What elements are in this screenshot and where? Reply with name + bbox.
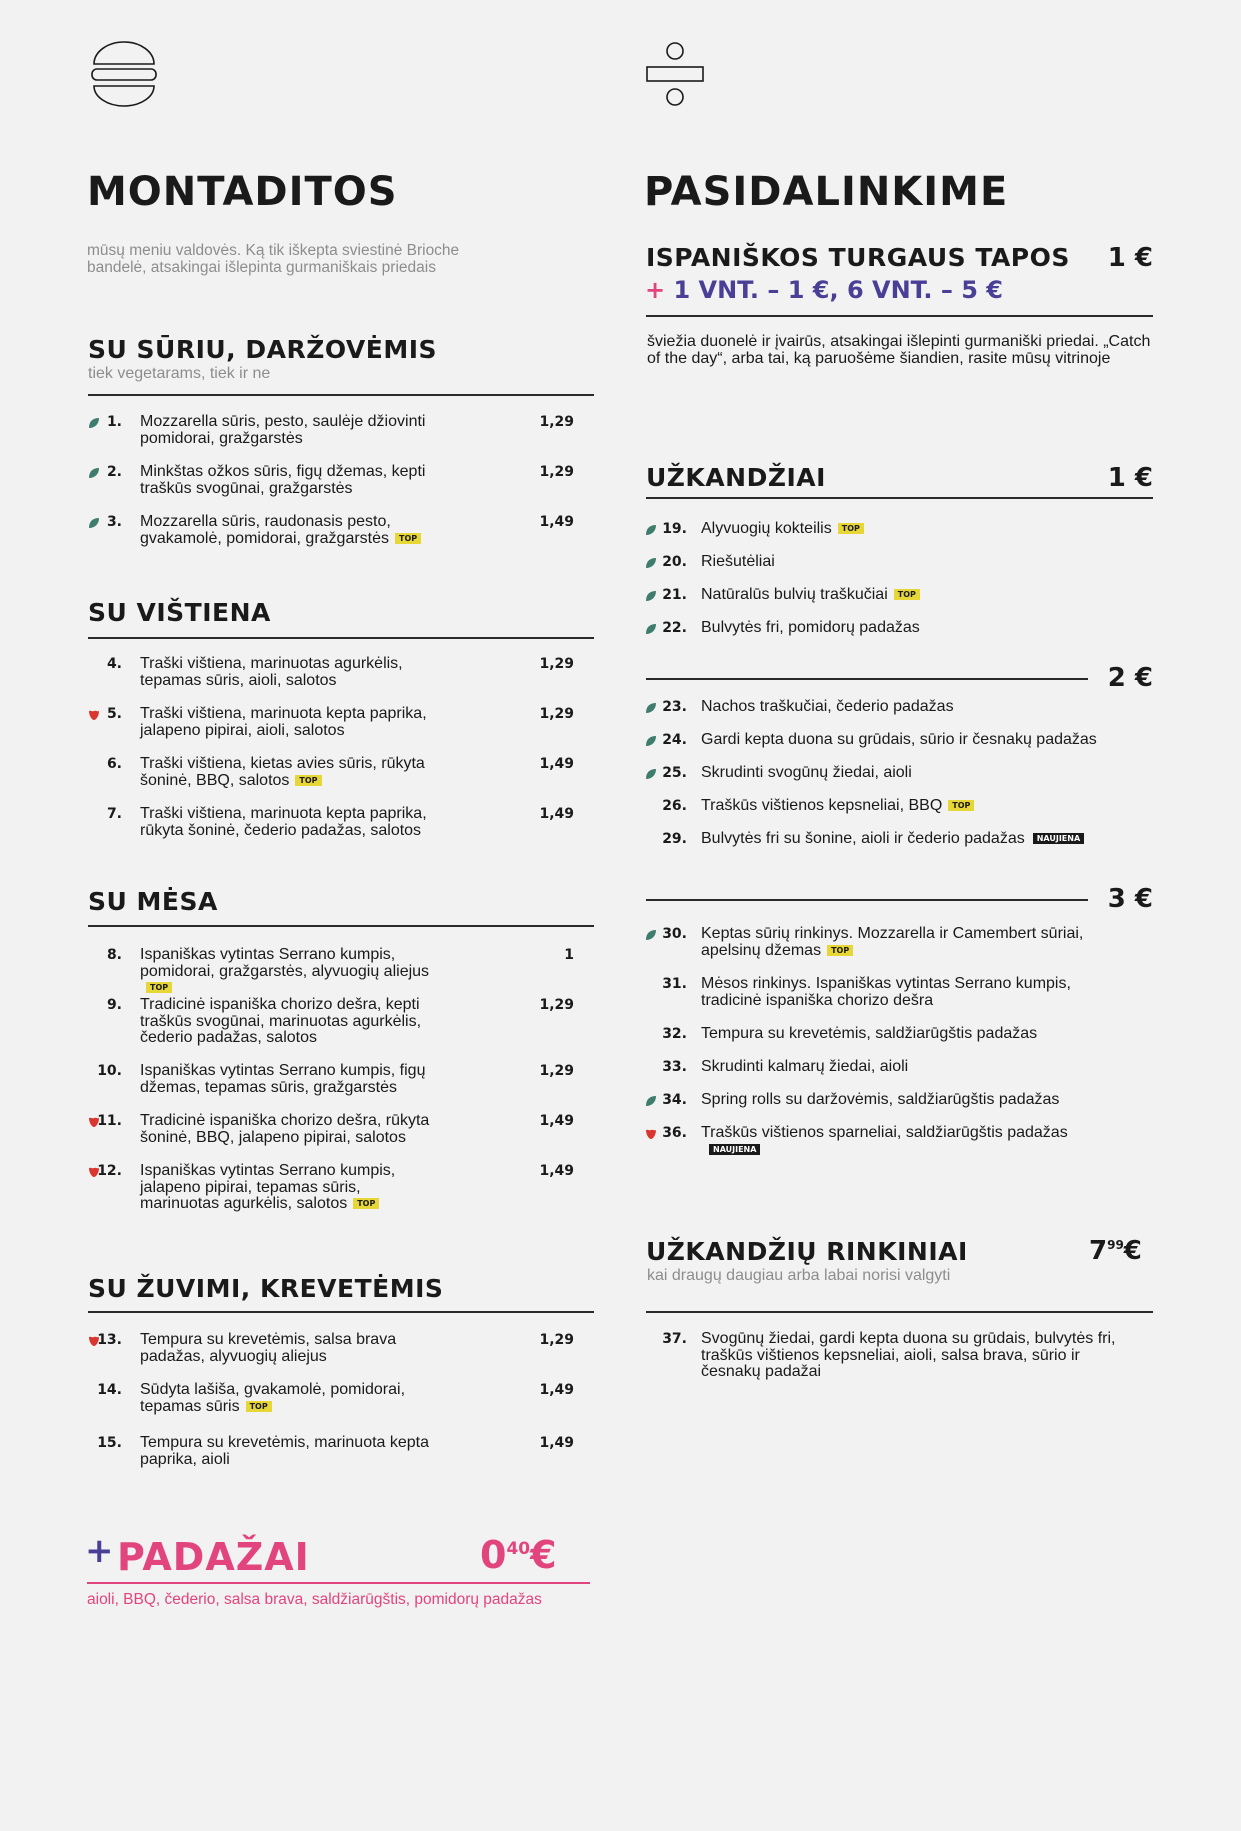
- item-price: 1,29: [539, 464, 574, 480]
- menu-item: [645, 831, 1155, 851]
- menu-item: [645, 554, 1155, 574]
- divide-icon: [645, 40, 705, 110]
- item-number: 23.: [662, 699, 687, 715]
- item-number: 12.: [97, 1163, 122, 1179]
- tapas-offer: [645, 278, 1003, 302]
- item-description: [701, 587, 1121, 604]
- sauces-title: PADAŽAI: [117, 1535, 310, 1579]
- item-text: Bulvytės fri su šonine, aioli ir čederio padažas: [701, 830, 1025, 847]
- item-text: Traškūs vištienos kepsneliai, BBQ: [701, 797, 943, 814]
- item-text: Mozzarella sūris, raudonasis pesto, gvakamolė, pomidorai, gražgarstės: [140, 513, 391, 547]
- item-description: [140, 1332, 430, 1365]
- item-text: Bulvytės fri, pomidorų padažas: [701, 619, 920, 636]
- sets-price: [1089, 1238, 1142, 1264]
- item-number: 6.: [106, 756, 122, 772]
- menu-item: [645, 732, 1155, 752]
- item-text: Traški vištiena, marinuota kepta paprika, jalapeno pipirai, aioli, salotos: [140, 705, 427, 739]
- item-number: 24.: [662, 732, 687, 748]
- item-text: Nachos traškučiai, čederio padažas: [701, 698, 954, 715]
- item-price: 1,49: [539, 806, 574, 822]
- snacks-price: 1 €: [1107, 463, 1153, 493]
- top-badge: TOP: [146, 982, 172, 993]
- tapas-description: šviežia duonelė ir įvairūs, atsakingai išlepinti gurmaniški priedai. „Catch of the day“, arba tai, ką paruošėme šiandien, rasite mūsų vitrinoje: [647, 333, 1151, 367]
- item-price: 1,29: [539, 414, 574, 430]
- item-number: 3.: [106, 514, 122, 530]
- item-text: Gardi kepta duona su grūdais, sūrio ir česnakų padažas: [701, 731, 1097, 748]
- menu-item: [645, 926, 1155, 960]
- item-description: [701, 926, 1121, 959]
- item-description: [701, 765, 1121, 782]
- item-number: 14.: [97, 1382, 122, 1398]
- item-text: Sūdyta lašiša, gvakamolė, pomidorai, tepamas sūris: [140, 1381, 406, 1415]
- tapas-title: ISPANIŠKOS TURGAUS TAPOS: [646, 243, 1070, 272]
- item-price: 1,49: [539, 1435, 574, 1451]
- item-number: 37.: [662, 1331, 687, 1347]
- item-price: 1,49: [539, 1113, 574, 1129]
- item-text: Traški vištiena, kietas avies sūris, rūkyta šoninė, BBQ, salotos: [140, 755, 425, 789]
- item-description: [140, 706, 430, 739]
- item-number: 34.: [662, 1092, 687, 1108]
- sauces-price-main: 0: [480, 1533, 507, 1577]
- group-rule: [646, 899, 1088, 901]
- item-description: [140, 656, 430, 689]
- item-description: [701, 620, 1121, 637]
- item-description: [701, 1026, 1121, 1043]
- item-description: [140, 997, 430, 1047]
- item-text: Tempura su krevetėmis, saldžiarūgštis padažas: [701, 1025, 1038, 1042]
- menu-item: [88, 946, 594, 993]
- menu-item: [645, 976, 1155, 1010]
- item-text: Ispaniškas vytintas Serrano kumpis, figų džemas, tepamas sūris, gražgarstės: [140, 1062, 426, 1096]
- item-number: 22.: [662, 620, 687, 636]
- menu-item: [645, 1331, 1155, 1382]
- item-price: 1,49: [539, 756, 574, 772]
- sets-price-sup: 99: [1107, 1238, 1124, 1252]
- item-number: 32.: [662, 1026, 687, 1042]
- item-text: Svogūnų žiedai, gardi kepta duona su grūdais, bulvytės fri, traškūs vištienos kepsneliai, aioli, salsa brava, sūrio ir česnakų padažai: [701, 1330, 1116, 1380]
- sets-currency: €: [1123, 1236, 1142, 1266]
- top-badge: TOP: [894, 589, 920, 600]
- menu-item: [645, 798, 1155, 818]
- item-price: 1,49: [539, 514, 574, 530]
- top-badge: TOP: [827, 945, 853, 956]
- item-description: [701, 1125, 1121, 1158]
- menu-item: [88, 756, 594, 790]
- menu-item: [88, 1332, 594, 1366]
- item-text: Minkštas ožkos sūris, figų džemas, kepti traškūs svogūnai, gražgarstės: [140, 463, 426, 497]
- item-text: Natūralūs bulvių traškučiai: [701, 586, 888, 603]
- item-description: [140, 1163, 430, 1213]
- menu-item: [645, 521, 1155, 541]
- item-description: [701, 1331, 1121, 1381]
- item-description: [140, 1113, 430, 1146]
- item-number: 33.: [662, 1059, 687, 1075]
- top-badge: TOP: [948, 800, 974, 811]
- menu-item: [645, 1026, 1155, 1046]
- menu-item: [645, 1059, 1155, 1079]
- snacks-title: UŽKANDŽIAI: [646, 463, 826, 492]
- item-price: 1,49: [539, 1382, 574, 1398]
- item-text: Skrudinti svogūnų žiedai, aioli: [701, 764, 912, 781]
- sets-price-main: 7: [1089, 1236, 1108, 1266]
- item-price: 1,29: [539, 656, 574, 672]
- item-description: [701, 831, 1121, 848]
- section-title: SU SŪRIU, DARŽOVĖMIS: [88, 335, 438, 364]
- group-price: 3 €: [1107, 884, 1153, 914]
- item-description: [140, 414, 430, 447]
- item-text: Traški vištiena, marinuotas agurkėlis, tepamas sūris, aioli, salotos: [140, 655, 403, 689]
- menu-item: [88, 464, 594, 498]
- sets-rule: [646, 1311, 1153, 1313]
- section-subtitle: tiek vegetarams, tiek ir ne: [88, 365, 271, 382]
- item-number: 13.: [97, 1332, 122, 1348]
- item-description: [701, 976, 1121, 1009]
- top-badge: TOP: [353, 1198, 379, 1209]
- sauces-plus: +: [85, 1531, 114, 1571]
- item-number: 4.: [106, 656, 122, 672]
- tapas-plus: +: [645, 276, 666, 304]
- item-text: Tradicinė ispaniška chorizo dešra, kepti traškūs svogūnai, marinuotas agurkėlis, čederio padažas, salotos: [140, 996, 422, 1046]
- item-description: [140, 806, 430, 839]
- tapas-offer-text: 1 VNT. – 1 €, 6 VNT. – 5 €: [673, 276, 1003, 304]
- group-rule: [646, 678, 1088, 680]
- menu-item: [88, 1063, 594, 1097]
- item-number: 1.: [106, 414, 122, 430]
- item-description: [140, 1063, 430, 1096]
- item-text: Tempura su krevetėmis, salsa brava padažas, alyvuogių aliejus: [140, 1331, 397, 1365]
- section-rule: [88, 394, 594, 396]
- sauces-rule: [87, 1582, 590, 1584]
- item-text: Skrudinti kalmarų žiedai, aioli: [701, 1058, 909, 1075]
- menu-item: [88, 1382, 594, 1416]
- item-number: 26.: [662, 798, 687, 814]
- item-price: 1,29: [539, 1063, 574, 1079]
- item-text: Alyvuogių kokteilis: [701, 520, 832, 537]
- menu-item: [645, 1092, 1155, 1112]
- item-text: Traški vištiena, marinuota kepta paprika, rūkyta šoninė, čederio padažas, salotos: [140, 805, 427, 839]
- item-price: 1,29: [539, 706, 574, 722]
- menu-item: [88, 414, 594, 448]
- item-number: 30.: [662, 926, 687, 942]
- item-description: [140, 464, 430, 497]
- sauces-price: [480, 1533, 557, 1577]
- sauces-currency: €: [530, 1533, 557, 1577]
- top-badge: TOP: [395, 533, 421, 544]
- menu-item: [88, 1435, 594, 1469]
- menu-item: [88, 706, 594, 740]
- menu-item: [645, 587, 1155, 607]
- item-number: 25.: [662, 765, 687, 781]
- item-number: 8.: [106, 947, 122, 963]
- menu-item: [645, 699, 1155, 719]
- menu-item: [88, 806, 594, 840]
- item-description: [140, 1382, 430, 1415]
- sauces-price-sup: 40: [506, 1539, 531, 1559]
- burger-icon: [89, 40, 159, 110]
- item-number: 29.: [662, 831, 687, 847]
- sets-subtitle: kai draugų daugiau arba labai norisi valgyti: [647, 1267, 951, 1284]
- item-text: Keptas sūrių rinkinys. Mozzarella ir Camembert sūriai, apelsinų džemas: [701, 925, 1084, 959]
- section-rule: [88, 925, 594, 927]
- left-column-title: MONTADITOS: [87, 169, 398, 215]
- top-badge: TOP: [838, 523, 864, 534]
- item-price: 1: [564, 947, 574, 963]
- section-rule: [88, 637, 594, 639]
- new-badge: NAUJIENA: [709, 1144, 760, 1155]
- item-description: [701, 554, 1121, 571]
- item-description: [701, 1059, 1121, 1076]
- item-text: Ispaniškas vytintas Serrano kumpis, jalapeno pipirai, tepamas sūris, marinuotas agurkėlis, salotos: [140, 1162, 396, 1212]
- item-number: 15.: [97, 1435, 122, 1451]
- sauces-list: aioli, BBQ, čederio, salsa brava, saldžiarūgštis, pomidorų padažas: [87, 1591, 542, 1608]
- item-number: 21.: [662, 587, 687, 603]
- item-text: Traškūs vištienos sparneliai, saldžiarūgštis padažas: [701, 1124, 1068, 1141]
- item-number: 19.: [662, 521, 687, 537]
- group-price: 2 €: [1107, 663, 1153, 693]
- new-badge: NAUJIENA: [1033, 833, 1084, 844]
- item-description: [701, 1092, 1121, 1109]
- item-number: 31.: [662, 976, 687, 992]
- menu-item: [88, 656, 594, 690]
- menu-item: [645, 765, 1155, 785]
- item-description: [140, 514, 430, 547]
- section-title: SU ŽUVIMI, KREVETĖMIS: [88, 1274, 444, 1303]
- section-title: SU VIŠTIENA: [88, 598, 271, 627]
- item-text: Tradicinė ispaniška chorizo dešra, rūkyta šoninė, BBQ, jalapeno pipirai, salotos: [140, 1112, 430, 1146]
- right-column-title: PASIDALINKIME: [644, 169, 1009, 215]
- section-title: SU MĖSA: [88, 887, 218, 916]
- top-badge: TOP: [295, 775, 321, 786]
- item-description: [140, 756, 430, 789]
- left-intro: mūsų meniu valdovės. Ką tik iškepta sviestinė Brioche bandelė, atsakingai išlepinta gurmaniškais priedais: [87, 242, 460, 276]
- menu-item: [645, 620, 1155, 640]
- item-description: [140, 947, 430, 997]
- item-text: Spring rolls su daržovėmis, saldžiarūgštis padažas: [701, 1091, 1060, 1108]
- menu-item: [88, 514, 594, 548]
- item-number: 7.: [106, 806, 122, 822]
- item-description: [140, 1435, 430, 1468]
- item-text: Ispaniškas vytintas Serrano kumpis, pomidorai, gražgarstės, alyvuogių aliejus: [140, 946, 430, 980]
- menu-item: [88, 1113, 594, 1147]
- item-price: 1,29: [539, 1332, 574, 1348]
- item-description: [701, 699, 1121, 716]
- top-badge: TOP: [246, 1401, 272, 1412]
- item-price: 1,29: [539, 997, 574, 1013]
- tapas-rule: [646, 315, 1153, 317]
- menu-item: [645, 1125, 1155, 1159]
- item-description: [701, 798, 1121, 815]
- item-text: Riešutėliai: [701, 553, 775, 570]
- menu-item: [88, 1163, 594, 1214]
- snacks-rule: [646, 497, 1153, 499]
- item-text: Tempura su krevetėmis, marinuota kepta paprika, aioli: [140, 1434, 430, 1468]
- item-price: 1,49: [539, 1163, 574, 1179]
- menu-item: [88, 997, 594, 1048]
- item-description: [701, 521, 1121, 538]
- item-number: 5.: [106, 706, 122, 722]
- tapas-price: 1 €: [1107, 243, 1153, 273]
- item-text: Mozzarella sūris, pesto, saulėje džiovinti pomidorai, gražgarstės: [140, 413, 426, 447]
- item-number: 2.: [106, 464, 122, 480]
- item-description: [701, 732, 1121, 749]
- section-rule: [88, 1311, 594, 1313]
- item-number: 36.: [662, 1125, 687, 1141]
- item-number: 9.: [106, 997, 122, 1013]
- item-number: 20.: [662, 554, 687, 570]
- sets-title: UŽKANDŽIŲ RINKINIAI: [646, 1237, 968, 1266]
- item-number: 10.: [97, 1063, 122, 1079]
- item-text: Mėsos rinkinys. Ispaniškas vytintas Serrano kumpis, tradicinė ispaniška chorizo dešra: [701, 975, 1071, 1009]
- item-number: 11.: [97, 1113, 122, 1129]
